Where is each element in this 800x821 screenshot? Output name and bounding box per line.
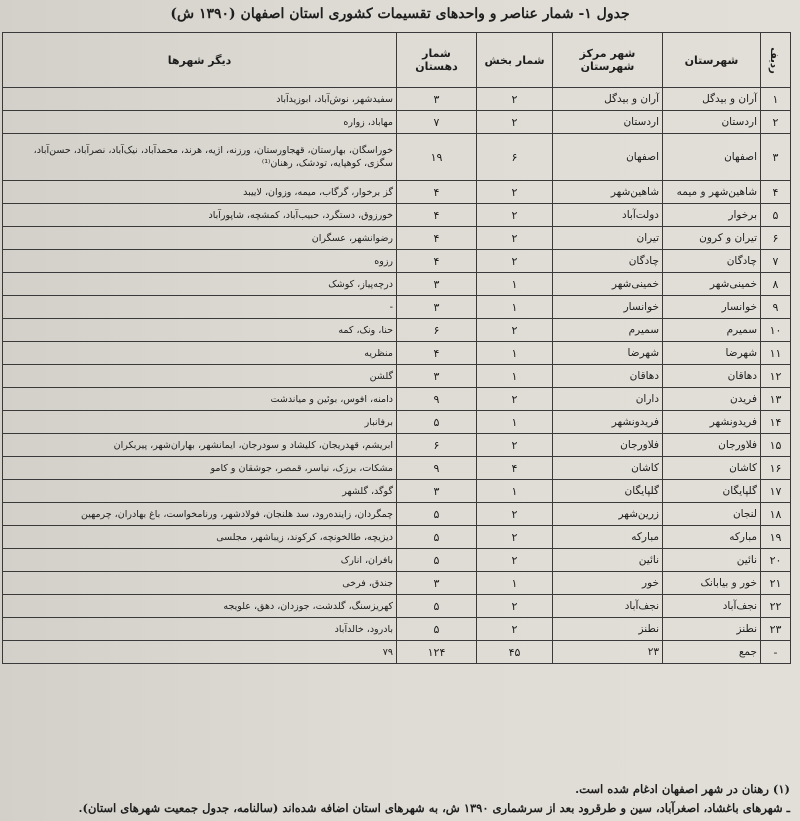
table-row — [3, 134, 791, 181]
districts-count-cell: ۲ — [477, 88, 553, 111]
districts-count-cell: ۲ — [477, 181, 553, 204]
row-number: ۲۰ — [761, 549, 791, 572]
table-row — [3, 549, 791, 572]
table-row — [3, 342, 791, 365]
rural-count-cell: ۹ — [397, 388, 477, 411]
rural-count-cell: ۵ — [397, 503, 477, 526]
footnote-1: (۱) رهنان در شهر اصفهان ادغام شده است. — [575, 782, 790, 796]
table-row — [3, 480, 791, 503]
rural-count-cell: ۹ — [397, 457, 477, 480]
county-cell: چادگان — [663, 250, 761, 273]
rural-count-cell: ۳ — [397, 88, 477, 111]
table-row — [3, 388, 791, 411]
header-others: دیگر شهرها — [3, 33, 397, 88]
rural-count-cell: ۶ — [397, 434, 477, 457]
table-row — [3, 227, 791, 250]
county-cell: شاهین‌شهر و میمه — [663, 181, 761, 204]
districts-count-cell: ۲ — [477, 319, 553, 342]
table-row — [3, 434, 791, 457]
rural-count-cell: ۳ — [397, 480, 477, 503]
other-cities-cell: منظریه — [3, 342, 397, 365]
table-row — [3, 526, 791, 549]
county-cell: فلاورجان — [663, 434, 761, 457]
county-cell: سمیرم — [663, 319, 761, 342]
other-cities-cell: گوگد، گلشهر — [3, 480, 397, 503]
other-cities-cell: دیزیچه، طالخونچه، کرکوند، زیباشهر، مجلسی — [3, 526, 397, 549]
rural-count-cell: ۵ — [397, 618, 477, 641]
county-cell: خوانسار — [663, 296, 761, 319]
table-row — [3, 595, 791, 618]
row-number: ۱۳ — [761, 388, 791, 411]
center-city-cell: فریدونشهر — [553, 411, 663, 434]
rural-count-cell: ۳ — [397, 365, 477, 388]
table-title: جدول ۱- شمار عناصر و واحدهای تقسیمات کشوری استان اصفهان (۱۳۹۰ ش) — [170, 6, 630, 22]
total-rural: ۱۲۴ — [397, 641, 477, 664]
county-cell: فریدن — [663, 388, 761, 411]
center-city-cell: اردستان — [553, 111, 663, 134]
table-header-row — [3, 33, 791, 88]
rural-count-cell: ۴ — [397, 342, 477, 365]
rural-count-cell: ۵ — [397, 549, 477, 572]
districts-count-cell: ۱ — [477, 480, 553, 503]
row-number: ۲۱ — [761, 572, 791, 595]
other-cities-cell: گلشن — [3, 365, 397, 388]
districts-count-cell: ۲ — [477, 250, 553, 273]
center-city-cell: نجف‌آباد — [553, 595, 663, 618]
other-cities-cell: ابریشم، قهدریجان، کلیشاد و سودرجان، ایمانشهر، بهاران‌شهر، پیربکران — [3, 434, 397, 457]
row-number: ۱۶ — [761, 457, 791, 480]
other-cities-cell: بادرود، خالدآباد — [3, 618, 397, 641]
table-row — [3, 273, 791, 296]
row-number: ۱۲ — [761, 365, 791, 388]
rural-count-cell: ۳ — [397, 572, 477, 595]
row-number: ۸ — [761, 273, 791, 296]
total-others: ۷۹ — [3, 641, 397, 664]
county-cell: آران و بیدگل — [663, 88, 761, 111]
districts-count-cell: ۲ — [477, 526, 553, 549]
center-city-cell: داران — [553, 388, 663, 411]
row-number: ۱۱ — [761, 342, 791, 365]
table-row — [3, 296, 791, 319]
center-city-cell: خوانسار — [553, 296, 663, 319]
rural-count-cell: ۴ — [397, 250, 477, 273]
row-number: ۳ — [761, 134, 791, 181]
districts-count-cell: ۱ — [477, 296, 553, 319]
divisions-table — [2, 32, 791, 664]
districts-count-cell: ۲ — [477, 618, 553, 641]
districts-count-cell: ۲ — [477, 503, 553, 526]
districts-count-cell: ۱ — [477, 342, 553, 365]
table-row — [3, 503, 791, 526]
districts-count-cell: ۲ — [477, 204, 553, 227]
rural-count-cell: ۳ — [397, 296, 477, 319]
row-number: ۱۹ — [761, 526, 791, 549]
county-cell: اردستان — [663, 111, 761, 134]
county-cell: خمینی‌شهر — [663, 273, 761, 296]
center-city-cell: خمینی‌شهر — [553, 273, 663, 296]
other-cities-cell: - — [3, 296, 397, 319]
table-row — [3, 618, 791, 641]
rural-count-cell: ۶ — [397, 319, 477, 342]
rural-count-cell: ۵ — [397, 595, 477, 618]
county-cell: کاشان — [663, 457, 761, 480]
row-number: ۱۵ — [761, 434, 791, 457]
county-cell: دهاقان — [663, 365, 761, 388]
table-row — [3, 181, 791, 204]
other-cities-cell: بافران، انارک — [3, 549, 397, 572]
table-row — [3, 250, 791, 273]
districts-count-cell: ۲ — [477, 595, 553, 618]
rural-count-cell: ۴ — [397, 204, 477, 227]
rural-count-cell: ۷ — [397, 111, 477, 134]
other-cities-cell: خورزوق، دستگرد، حبیب‌آباد، کمشچه، شاپورآباد — [3, 204, 397, 227]
rural-count-cell: ۵ — [397, 526, 477, 549]
center-city-cell: خور — [553, 572, 663, 595]
rural-count-cell: ۳ — [397, 273, 477, 296]
row-number: ۲۳ — [761, 618, 791, 641]
row-number: ۴ — [761, 181, 791, 204]
center-city-cell: شاهین‌شهر — [553, 181, 663, 204]
center-city-cell: اصفهان — [553, 134, 663, 181]
center-city-cell: تیران — [553, 227, 663, 250]
table-row — [3, 111, 791, 134]
total-districts: ۴۵ — [477, 641, 553, 664]
districts-count-cell: ۱ — [477, 273, 553, 296]
center-city-cell: نائین — [553, 549, 663, 572]
other-cities-cell: رضوانشهر، عسگران — [3, 227, 397, 250]
center-city-cell: فلاورجان — [553, 434, 663, 457]
county-cell: نائین — [663, 549, 761, 572]
county-cell: نطنز — [663, 618, 761, 641]
row-number: ۲ — [761, 111, 791, 134]
rural-count-cell: ۵ — [397, 411, 477, 434]
center-city-cell: شهرضا — [553, 342, 663, 365]
county-cell: نجف‌آباد — [663, 595, 761, 618]
footnote-2: ـ شهرهای باغشاد، اصغرآباد، سین و طرقرود بعد از سرشماری ۱۳۹۰ ش، به شهرهای استان اضافه شده‌اند (سالنامه، جدول جمعیت شهرهای استان). — [78, 801, 790, 815]
header-center: شهر مرکز شهرستان — [553, 33, 663, 88]
other-cities-cell: دامنه، افوس، بوئین و میاندشت — [3, 388, 397, 411]
districts-count-cell: ۲ — [477, 227, 553, 250]
districts-count-cell: ۲ — [477, 549, 553, 572]
county-cell: تیران و کرون — [663, 227, 761, 250]
districts-count-cell: ۲ — [477, 434, 553, 457]
total-center: ۲۳ — [553, 641, 663, 664]
total-num: - — [761, 641, 791, 664]
districts-count-cell: ۲ — [477, 111, 553, 134]
county-cell: لنجان — [663, 503, 761, 526]
row-number: ۷ — [761, 250, 791, 273]
row-number: ۱ — [761, 88, 791, 111]
districts-count-cell: ۱ — [477, 572, 553, 595]
table-row — [3, 88, 791, 111]
districts-count-cell: ۲ — [477, 388, 553, 411]
header-row-number: ردیف — [761, 33, 791, 88]
other-cities-cell: خوراسگان، بهارستان، قهجاورستان، ورزنه، اژیه، هرند، محمدآباد، نیک‌آباد، نصرآباد، حسن‌آباد، سگزی، کوهپایه، تودشک، رهنان⁽¹⁾ — [3, 134, 397, 181]
center-city-cell: چادگان — [553, 250, 663, 273]
table-row — [3, 204, 791, 227]
districts-count-cell: ۱ — [477, 365, 553, 388]
other-cities-cell: جندق، فرخی — [3, 572, 397, 595]
districts-count-cell: ۴ — [477, 457, 553, 480]
districts-count-cell: ۱ — [477, 411, 553, 434]
header-districts: شمار بخش — [477, 33, 553, 88]
row-number: ۶ — [761, 227, 791, 250]
row-number: ۵ — [761, 204, 791, 227]
row-number: ۲۲ — [761, 595, 791, 618]
other-cities-cell: مهاباد، زواره — [3, 111, 397, 134]
row-number: ۱۴ — [761, 411, 791, 434]
row-number: ۱۷ — [761, 480, 791, 503]
table-row — [3, 457, 791, 480]
county-cell: فریدونشهر — [663, 411, 761, 434]
table-row — [3, 319, 791, 342]
other-cities-cell: سفیدشهر، نوش‌آباد، ابوزیدآباد — [3, 88, 397, 111]
row-number: ۱۰ — [761, 319, 791, 342]
total-row — [3, 641, 791, 664]
county-cell: شهرضا — [663, 342, 761, 365]
county-cell: مبارکه — [663, 526, 761, 549]
other-cities-cell: حنا، ونک، کمه — [3, 319, 397, 342]
center-city-cell: نطنز — [553, 618, 663, 641]
center-city-cell: آران و بیدگل — [553, 88, 663, 111]
table-row — [3, 411, 791, 434]
header-rural: شمار دهستان — [397, 33, 477, 88]
center-city-cell: کاشان — [553, 457, 663, 480]
rural-count-cell: ۱۹ — [397, 134, 477, 181]
districts-count-cell: ۶ — [477, 134, 553, 181]
other-cities-cell: مشکات، برزک، نیاسر، قمصر، جوشقان و کامو — [3, 457, 397, 480]
county-cell: برخوار — [663, 204, 761, 227]
other-cities-cell: چمگردان، زاینده‌رود، سد هلنجان، فولادشهر، ورنامخواست، باغ بهادران، چرمهین — [3, 503, 397, 526]
other-cities-cell: گز برخوار، گرگاب، میمه، وزوان، لاییبد — [3, 181, 397, 204]
other-cities-cell: درچه‌پیاز، کوشک — [3, 273, 397, 296]
rural-count-cell: ۴ — [397, 227, 477, 250]
table-body — [3, 88, 791, 664]
rural-count-cell: ۴ — [397, 181, 477, 204]
center-city-cell: سمیرم — [553, 319, 663, 342]
row-number: ۱۸ — [761, 503, 791, 526]
center-city-cell: دهاقان — [553, 365, 663, 388]
header-county: شهرستان — [663, 33, 761, 88]
total-label: جمع — [663, 641, 761, 664]
center-city-cell: زرین‌شهر — [553, 503, 663, 526]
other-cities-cell: رزوه — [3, 250, 397, 273]
other-cities-cell: برفانبار — [3, 411, 397, 434]
other-cities-cell: کهریزسنگ، گلدشت، جوزدان، دهق، علویجه — [3, 595, 397, 618]
county-cell: گلپایگان — [663, 480, 761, 503]
table-row — [3, 572, 791, 595]
row-number: ۹ — [761, 296, 791, 319]
center-city-cell: گلپایگان — [553, 480, 663, 503]
table-row — [3, 365, 791, 388]
county-cell: اصفهان — [663, 134, 761, 181]
center-city-cell: مبارکه — [553, 526, 663, 549]
county-cell: خور و بیابانک — [663, 572, 761, 595]
center-city-cell: دولت‌آباد — [553, 204, 663, 227]
